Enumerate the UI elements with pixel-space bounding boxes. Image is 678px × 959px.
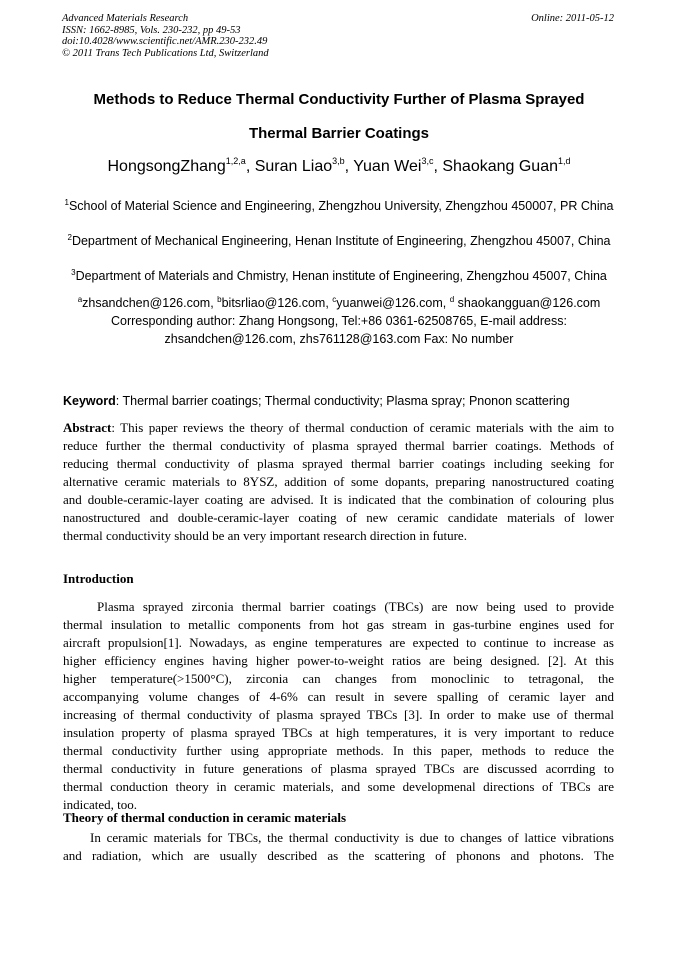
journal-header — [62, 13, 614, 59]
paragraph-line: thermal conductivity further using appropriate methods. In this paper, methods to reduce the — [63, 743, 614, 758]
author-sup: 1,2,a — [225, 156, 246, 166]
paragraph-line: thermal conduction theory in ceramic materials, and some developmenal directions of TBCs are — [63, 779, 614, 794]
email-list — [30, 296, 648, 310]
affiliation-2 — [30, 234, 648, 248]
abstract-line: Abstract: This paper reviews the theory of thermal conduction of ceramic materials with the aim to — [63, 420, 614, 435]
section-heading-introduction: Introduction — [63, 571, 134, 586]
affiliation-sup: 3 — [71, 268, 76, 277]
email-address: shaokangguan@126.com — [454, 296, 601, 310]
affiliation-sup: 1 — [64, 198, 69, 207]
online-date: Online: 2011-05-12 — [531, 13, 614, 24]
journal-doi: doi:10.4028/www.scientific.net/AMR.230-232.49 — [62, 36, 268, 47]
paragraph-line: accompanying volume changes of 4-6% can result in severe spalling of ceramic layer and — [63, 689, 614, 704]
paragraph-line: higher temperature(>1500°C), zirconia can changes from monoclinic to tetragonal, the — [63, 671, 614, 686]
journal-issn: ISSN: 1662-8985, Vols. 230-232, pp 49-53 — [62, 24, 241, 36]
email-address: bitsrliao@126.com, — [221, 296, 333, 310]
section-heading-theory: Theory of thermal conduction in ceramic materials — [63, 810, 347, 825]
affiliation-3 — [30, 269, 648, 283]
corresponding-emails-fax: zhsandchen@126.com, zhs761128@163.com Fax: No number — [164, 332, 514, 346]
paper-title-line-1: Methods to Reduce Thermal Conductivity Further of Plasma Sprayed — [93, 91, 585, 108]
paragraph-line: thermal conductivity in future generations of plasma sprayed TBCs are discussed acorrding to — [63, 761, 614, 776]
abstract-line: reducing thermal conductivity of plasma sprayed thermal barrier coatings including seeking for — [63, 456, 614, 471]
paragraph-line: indicated, too. — [63, 797, 138, 812]
introduction-body — [63, 598, 614, 814]
journal-name: Advanced Materials Research — [62, 13, 189, 24]
keyword-text: : Thermal barrier coatings; Thermal conductivity; Plasma spray; Pnonon scattering — [115, 394, 570, 408]
paragraph-line: aircraft propulsion[1]. Nowadays, as engine temperatures are expected to continue to increase as — [63, 635, 614, 650]
author-sup: 3,b — [332, 156, 345, 166]
affiliation-sup: 2 — [67, 233, 72, 242]
paragraph-line: increasing of thermal conductivity of plasma sprayed TBCs [3]. In order to make use of thermal — [63, 707, 614, 722]
keywords — [63, 394, 618, 408]
paper-title-line-2: Thermal Barrier Coatings — [248, 125, 430, 142]
affiliation-text: School of Material Science and Engineering, Zhengzhou University, Zhengzhou 450007, PR China — [68, 199, 614, 213]
abstract-line: thermal conductivity should be an very important research direction in future. — [63, 528, 467, 543]
abstract-line: alternative ceramic materials to 8YSZ, addition of some dopants, preparing nanostructured coating — [63, 474, 614, 489]
author-sep: , — [433, 158, 443, 175]
email-sup: b — [217, 295, 222, 304]
author-sep: , — [344, 158, 354, 175]
abstract-label: Abstract — [63, 420, 112, 435]
paragraph-line: higher efficiency engines having higher power-to-weight ratios are being designed. [2]. At this — [63, 653, 614, 668]
paragraph-line: thermal insulation to metallic components from hot gas stream in gas-turbine engines used for — [63, 617, 614, 632]
author-list — [40, 158, 638, 176]
email-sup: d — [449, 295, 455, 304]
email-sup: c — [332, 295, 337, 304]
email-address: yuanwei@126.com, — [336, 296, 450, 310]
author-sep: , — [245, 158, 255, 175]
paragraph-line: insulation property of plasma sprayed TBCs at high temperatures, it is very important to reduce — [63, 725, 614, 740]
paragraph-line: Plasma sprayed zirconia thermal barrier coatings (TBCs) are now being used to provide — [97, 599, 614, 614]
affiliation-text: Department of Materials and Chmistry, Henan institute of Engineering, Zhengzhou 45007, China — [75, 269, 607, 283]
keyword-label: Keyword — [63, 394, 116, 408]
paragraph-line: In ceramic materials for TBCs, the thermal conductivity is due to changes of lattice vibrations — [90, 830, 614, 845]
email-sup: a — [77, 295, 83, 304]
abstract-line: nanostructured and double-ceramic-layer coating of new ceramic candidate materials of lower — [63, 510, 614, 525]
email-address: zhsandchen@126.com, — [82, 296, 218, 310]
abstract-line: and double-ceramic-layer coating are advised. It is indicated that the combination of colouring plus — [63, 492, 614, 507]
paragraph-line: and radiation, which are usually described as the scattering of phonons and photons. The — [63, 848, 614, 863]
abstract-line: reduce further the thermal conductivity of plasma sprayed thermal barrier coatings. Methods of — [63, 438, 614, 453]
corresponding-author: Corresponding author: Zhang Hongsong, Tel:+86 0361-62508765, E-mail address: — [111, 314, 567, 328]
author-sup: 1,d — [558, 156, 571, 166]
author-sup: 3,c — [421, 156, 434, 166]
author-name: Shaokang Guan — [442, 158, 558, 175]
theory-body — [63, 829, 614, 865]
abstract — [63, 419, 614, 545]
author-name: Yuan Wei — [353, 158, 422, 175]
author-name: HongsongZhang — [107, 158, 226, 175]
affiliation-1 — [30, 199, 648, 213]
affiliation-text: Department of Mechanical Engineering, Henan Institute of Engineering, Zhengzhou 45007, China — [71, 234, 611, 248]
author-name: Suran Liao — [254, 158, 333, 175]
journal-copyright: © 2011 Trans Tech Publications Ltd, Switzerland — [62, 47, 269, 59]
